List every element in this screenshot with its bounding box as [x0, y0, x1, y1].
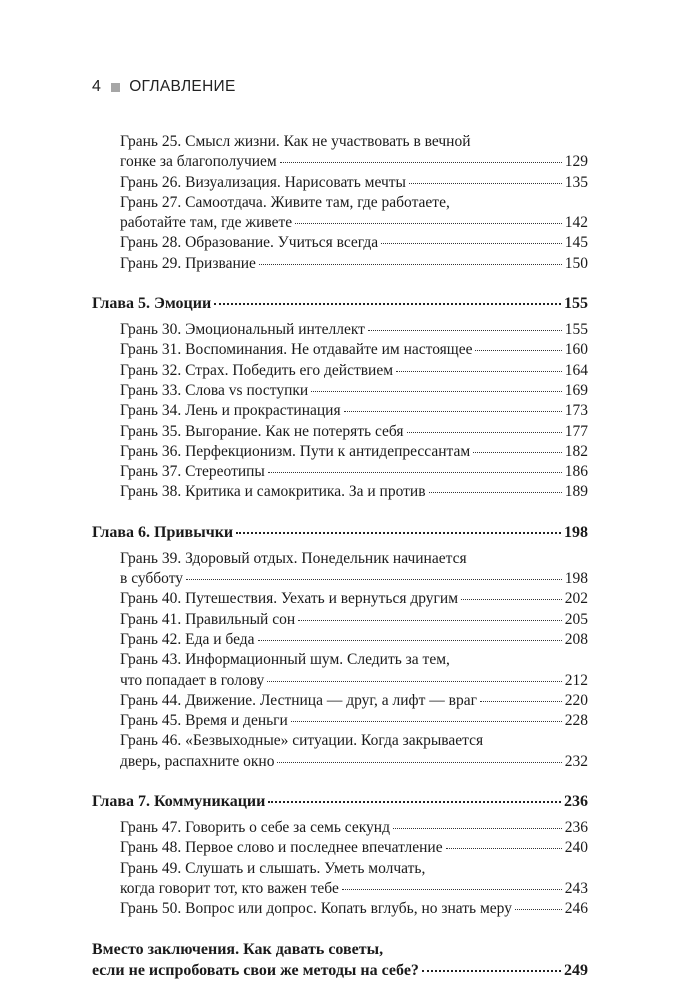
toc-entry[interactable] [92, 462, 588, 482]
chapter-title: Глава 5. Эмоции [92, 295, 212, 313]
dot-leader [267, 681, 562, 682]
toc-entry[interactable] [92, 838, 588, 858]
entry-last-line [120, 233, 588, 253]
entry-title: Грань 44. Движение. Лестница — друг, а лифт — враг [120, 691, 477, 709]
entry-text-line: Грань 49. Слушать и слышать. Уметь молчать, [120, 859, 426, 877]
entry-page-number: 150 [564, 254, 588, 272]
entry-title: гонке за благополучием [120, 153, 277, 171]
dot-leader [298, 620, 562, 621]
entry-last-line [120, 213, 588, 233]
entry-last-line [120, 671, 588, 691]
section-spacer [92, 274, 588, 293]
entry-page-number: 173 [564, 402, 588, 420]
toc-entry[interactable] [92, 859, 588, 900]
entry-last-line [120, 254, 588, 274]
chapter-entry[interactable] [92, 293, 588, 315]
entry-title: в субботу [120, 570, 184, 588]
entry-page-number: 135 [564, 173, 588, 191]
conclusion-entry[interactable] [92, 939, 588, 981]
conclusion-title-line: Вместо заключения. Как давать советы, [92, 940, 384, 958]
toc-entry[interactable] [92, 630, 588, 650]
entry-text-line: Грань 25. Смысл жизни. Как не участвовать в вечной [120, 133, 471, 150]
entry-last-line [120, 320, 588, 340]
dot-leader [396, 371, 562, 372]
dot-leader [429, 492, 562, 493]
entry-title: Грань 32. Страх. Победить его действием [120, 361, 394, 379]
chapter-title: Глава 7. Коммуникации [92, 793, 266, 811]
toc-entry[interactable] [92, 132, 588, 173]
chapter-entry[interactable] [92, 791, 588, 813]
dot-leader [291, 721, 562, 722]
entry-page-number: 155 [564, 321, 588, 339]
entry-last-line [120, 361, 588, 381]
dot-leader [259, 264, 562, 265]
table-of-contents [92, 132, 588, 981]
chapter-entry[interactable] [92, 522, 588, 544]
dot-leader [480, 701, 562, 702]
entry-title: Грань 50. Вопрос или допрос. Копать вглубь, но знать меру [120, 900, 512, 918]
entry-last-line [120, 569, 588, 589]
entry-last-line [120, 422, 588, 442]
dot-leader [381, 243, 562, 244]
toc-entry[interactable] [92, 899, 588, 919]
dot-leader [446, 848, 562, 849]
toc-entry[interactable] [92, 691, 588, 711]
entry-title: Грань 29. Призвание [120, 254, 256, 272]
section-spacer [92, 503, 588, 522]
entry-page-number: 145 [564, 234, 588, 252]
dot-leader [311, 391, 562, 392]
chapter-page-number: 236 [564, 793, 588, 811]
entry-last-line [120, 899, 588, 919]
square-bullet-icon [111, 83, 120, 92]
entry-title: работайте там, где живете [120, 214, 293, 232]
toc-entry[interactable] [92, 361, 588, 381]
entry-last-line [120, 879, 588, 899]
dot-leader [407, 432, 562, 433]
entry-title: Грань 40. Путешествия. Уехать и вернуться другим [120, 590, 459, 608]
toc-entry[interactable] [92, 711, 588, 731]
entry-title: Грань 36. Перфекционизм. Пути к антидепрессантам [120, 442, 471, 460]
entry-title: что попадает в голову [120, 671, 265, 689]
dot-leader [268, 801, 561, 803]
section-spacer [92, 920, 588, 939]
section-spacer [92, 772, 588, 791]
toc-entry[interactable] [92, 818, 588, 838]
toc-entry[interactable] [92, 254, 588, 274]
entry-page-number: 240 [564, 839, 588, 857]
entry-title: дверь, распахните окно [120, 752, 275, 770]
entry-text-line: Грань 43. Информационный шум. Следить за тем, [120, 651, 450, 669]
entry-page-number: 164 [564, 361, 588, 379]
dot-leader [461, 599, 562, 600]
entry-last-line [120, 401, 588, 421]
dot-leader [344, 411, 562, 412]
entry-page-number: 182 [564, 442, 588, 460]
chapter-page-number: 155 [564, 295, 588, 313]
chapter-page-number: 198 [564, 523, 588, 541]
toc-entry[interactable] [92, 193, 588, 234]
dot-leader [258, 640, 562, 641]
entry-last-line [120, 838, 588, 858]
entry-title: Грань 42. Еда и беда [120, 630, 255, 648]
entry-last-line [120, 610, 588, 630]
entry-page-number: 243 [564, 879, 588, 897]
entry-page-number: 220 [564, 691, 588, 709]
dot-leader [409, 183, 562, 184]
toc-entry[interactable] [92, 482, 588, 502]
entry-title: когда говорит тот, кто важен тебе [120, 879, 339, 897]
entry-title: Грань 48. Первое слово и последнее впечатление [120, 839, 443, 857]
entry-last-line [120, 691, 588, 711]
entry-text-line: Грань 46. «Безвыходные» ситуации. Когда закрывается [120, 732, 484, 750]
entry-title: Грань 41. Правильный сон [120, 610, 296, 628]
dot-leader [475, 350, 561, 351]
entry-last-line [120, 340, 588, 360]
entry-title: Грань 30. Эмоциональный интеллект [120, 321, 365, 339]
entry-page-number: 177 [564, 422, 588, 440]
dot-leader [295, 223, 562, 224]
entry-page-number: 212 [564, 671, 588, 689]
toc-entry[interactable] [92, 549, 588, 590]
toc-entry[interactable] [92, 442, 588, 462]
entry-last-line [120, 381, 588, 401]
entry-title: Грань 38. Критика и самокритика. За и против [120, 483, 426, 501]
entry-page-number: 205 [564, 610, 588, 628]
running-head [92, 78, 236, 96]
entry-last-line [120, 752, 588, 772]
dot-leader [268, 472, 562, 473]
entry-page-number: 160 [564, 341, 588, 359]
entry-title: Грань 33. Слова vs поступки [120, 381, 309, 399]
dot-leader [236, 532, 561, 534]
chapter-title: Глава 6. Привычки [92, 523, 234, 541]
toc-entry[interactable] [92, 340, 588, 360]
conclusion-last-line [92, 960, 588, 981]
dot-leader [368, 330, 562, 331]
conclusion-page-number: 249 [564, 961, 588, 979]
entry-last-line [120, 173, 588, 193]
toc-entry[interactable] [92, 173, 588, 193]
entry-title: Грань 47. Говорить о себе за семь секунд [120, 819, 390, 837]
entry-title: Грань 45. Время и деньги [120, 712, 288, 730]
entry-page-number: 189 [564, 483, 588, 501]
entry-last-line [120, 462, 588, 482]
conclusion-title-line: если не испробовать свои же методы на себе? [92, 961, 419, 979]
entry-page-number: 232 [564, 752, 588, 770]
entry-page-number: 236 [564, 819, 588, 837]
toc-entry[interactable] [92, 320, 588, 340]
dot-leader [277, 762, 561, 763]
toc-entry[interactable] [92, 589, 588, 609]
entry-title: Грань 34. Лень и прокрастинация [120, 402, 341, 420]
entry-page-number: 142 [564, 214, 588, 232]
entry-title: Грань 37. Стереотипы [120, 463, 265, 481]
entry-page-number: 228 [564, 712, 588, 730]
toc-entry[interactable] [92, 422, 588, 442]
entry-title: Грань 31. Воспоминания. Не отдавайте им настоящее [120, 341, 473, 359]
dot-leader [280, 162, 562, 163]
entry-page-number: 169 [564, 381, 588, 399]
entry-last-line [120, 152, 588, 172]
toc-entry[interactable] [92, 610, 588, 630]
entry-page-number: 202 [564, 590, 588, 608]
entry-title: Грань 35. Выгорание. Как не потерять себя [120, 422, 404, 440]
entry-last-line [120, 589, 588, 609]
entry-page-number: 198 [564, 570, 588, 588]
toc-entry[interactable] [92, 401, 588, 421]
entry-last-line [120, 442, 588, 462]
toc-entry[interactable] [92, 233, 588, 253]
dot-leader [473, 452, 562, 453]
entry-last-line [120, 711, 588, 731]
dot-leader [214, 303, 561, 305]
entry-last-line [120, 630, 588, 650]
dot-leader [393, 828, 562, 829]
dot-leader [342, 889, 562, 890]
entry-title: Грань 28. Образование. Учиться всегда [120, 234, 379, 252]
entry-page-number: 129 [564, 153, 588, 171]
toc-entry[interactable] [92, 381, 588, 401]
entry-page-number: 246 [564, 900, 588, 918]
dot-leader [422, 970, 561, 972]
entry-text-line: Грань 27. Самоотдача. Живите там, где работаете, [120, 193, 450, 211]
running-head-title: ОГЛАВЛЕНИЕ [129, 78, 236, 95]
dot-leader [515, 909, 562, 910]
toc-entry[interactable] [92, 650, 588, 691]
page-number: 4 [92, 78, 102, 95]
entry-title: Грань 26. Визуализация. Нарисовать мечты [120, 173, 406, 191]
entry-page-number: 186 [564, 463, 588, 481]
entry-page-number: 208 [564, 630, 588, 648]
entry-last-line [120, 482, 588, 502]
entry-text-line: Грань 39. Здоровый отдых. Понедельник начинается [120, 549, 467, 567]
entry-last-line [120, 818, 588, 838]
dot-leader [186, 579, 562, 580]
toc-entry[interactable] [92, 731, 588, 772]
